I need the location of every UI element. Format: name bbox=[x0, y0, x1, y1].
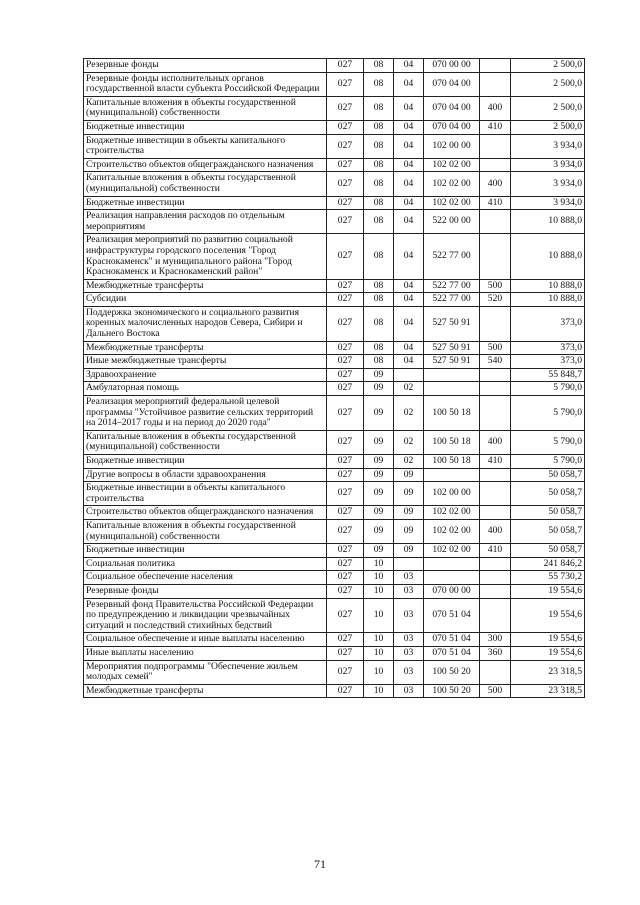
row-name-cell: Бюджетные инвестиции bbox=[84, 455, 327, 469]
row-ministry-code: 027 bbox=[327, 430, 364, 454]
row-ministry-code: 027 bbox=[327, 120, 364, 134]
row-target-article-code: 100 50 20 bbox=[424, 684, 480, 698]
row-amount: 3 934,0 bbox=[511, 196, 585, 210]
row-name-cell: Социальная политика bbox=[84, 557, 327, 571]
budget-table bbox=[83, 58, 585, 698]
row-ministry-code: 027 bbox=[327, 158, 364, 172]
row-expense-type-code bbox=[480, 660, 511, 684]
table-row bbox=[84, 598, 585, 633]
row-amount: 55 730,2 bbox=[511, 571, 585, 585]
table-row bbox=[84, 293, 585, 307]
row-ministry-code: 027 bbox=[327, 355, 364, 369]
row-ministry-code: 027 bbox=[327, 306, 364, 341]
row-subsection-code: 04 bbox=[394, 293, 424, 307]
row-expense-type-code bbox=[480, 468, 511, 482]
row-expense-type-code: 540 bbox=[480, 355, 511, 369]
row-expense-type-code: 410 bbox=[480, 455, 511, 469]
table-row bbox=[84, 468, 585, 482]
row-amount: 19 554,6 bbox=[511, 633, 585, 647]
row-name-cell: Строительство объектов общегражданского назначения bbox=[84, 506, 327, 520]
row-subsection-code: 04 bbox=[394, 355, 424, 369]
row-name-cell: Бюджетные инвестиции bbox=[84, 196, 327, 210]
row-section-code: 09 bbox=[364, 396, 394, 431]
row-ministry-code: 027 bbox=[327, 660, 364, 684]
row-subsection-code: 03 bbox=[394, 660, 424, 684]
table-row bbox=[84, 506, 585, 520]
table-row bbox=[84, 172, 585, 196]
row-target-article-code: 070 51 04 bbox=[424, 646, 480, 660]
row-amount: 19 554,6 bbox=[511, 584, 585, 598]
row-ministry-code: 027 bbox=[327, 598, 364, 633]
row-subsection-code: 03 bbox=[394, 584, 424, 598]
row-ministry-code: 027 bbox=[327, 633, 364, 647]
row-amount: 3 934,0 bbox=[511, 172, 585, 196]
budget-table-body bbox=[84, 59, 585, 698]
row-section-code: 08 bbox=[364, 59, 394, 73]
table-row bbox=[84, 72, 585, 96]
row-target-article-code: 070 00 00 bbox=[424, 59, 480, 73]
row-expense-type-code bbox=[480, 396, 511, 431]
row-target-article-code: 102 02 00 bbox=[424, 506, 480, 520]
row-section-code: 08 bbox=[364, 196, 394, 210]
row-amount: 10 888,0 bbox=[511, 279, 585, 293]
table-row bbox=[84, 158, 585, 172]
row-expense-type-code bbox=[480, 210, 511, 234]
row-section-code: 10 bbox=[364, 660, 394, 684]
row-expense-type-code bbox=[480, 571, 511, 585]
table-row bbox=[84, 646, 585, 660]
row-ministry-code: 027 bbox=[327, 341, 364, 355]
row-expense-type-code: 400 bbox=[480, 96, 511, 120]
row-subsection-code bbox=[394, 368, 424, 382]
table-row bbox=[84, 120, 585, 134]
row-expense-type-code: 500 bbox=[480, 684, 511, 698]
row-expense-type-code bbox=[480, 584, 511, 598]
row-name-cell: Амбулаторная помощь bbox=[84, 382, 327, 396]
table-row bbox=[84, 382, 585, 396]
table-row bbox=[84, 368, 585, 382]
row-section-code: 10 bbox=[364, 571, 394, 585]
row-ministry-code: 027 bbox=[327, 468, 364, 482]
row-ministry-code: 027 bbox=[327, 684, 364, 698]
row-expense-type-code: 400 bbox=[480, 430, 511, 454]
row-ministry-code: 027 bbox=[327, 571, 364, 585]
row-name-cell: Социальное обеспечение и иные выплаты населению bbox=[84, 633, 327, 647]
table-row bbox=[84, 482, 585, 506]
row-amount: 2 500,0 bbox=[511, 96, 585, 120]
row-subsection-code: 03 bbox=[394, 633, 424, 647]
row-amount: 10 888,0 bbox=[511, 234, 585, 279]
row-target-article-code: 527 50 91 bbox=[424, 341, 480, 355]
row-amount: 373,0 bbox=[511, 306, 585, 341]
row-target-article-code: 102 02 00 bbox=[424, 544, 480, 558]
row-expense-type-code bbox=[480, 72, 511, 96]
row-amount: 3 934,0 bbox=[511, 158, 585, 172]
row-target-article-code: 522 77 00 bbox=[424, 234, 480, 279]
row-target-article-code: 102 02 00 bbox=[424, 158, 480, 172]
row-expense-type-code: 410 bbox=[480, 120, 511, 134]
row-amount: 10 888,0 bbox=[511, 210, 585, 234]
row-ministry-code: 027 bbox=[327, 519, 364, 543]
row-expense-type-code: 400 bbox=[480, 519, 511, 543]
row-section-code: 08 bbox=[364, 210, 394, 234]
row-name-cell: Резервные фонды исполнительных органов государственной власти субъекта Российской Федерации bbox=[84, 72, 327, 96]
row-amount: 2 500,0 bbox=[511, 59, 585, 73]
row-amount: 373,0 bbox=[511, 355, 585, 369]
row-amount: 2 500,0 bbox=[511, 72, 585, 96]
row-amount: 50 058,7 bbox=[511, 482, 585, 506]
row-subsection-code: 02 bbox=[394, 382, 424, 396]
row-section-code: 08 bbox=[364, 120, 394, 134]
table-row bbox=[84, 355, 585, 369]
row-target-article-code: 100 50 18 bbox=[424, 396, 480, 431]
row-amount: 373,0 bbox=[511, 341, 585, 355]
row-amount: 50 058,7 bbox=[511, 468, 585, 482]
table-row bbox=[84, 341, 585, 355]
row-subsection-code: 04 bbox=[394, 210, 424, 234]
row-name-cell: Капитальные вложения в объекты государственной (муниципальной) собственности bbox=[84, 96, 327, 120]
table-row bbox=[84, 557, 585, 571]
table-row bbox=[84, 571, 585, 585]
row-subsection-code: 09 bbox=[394, 482, 424, 506]
row-target-article-code: 070 04 00 bbox=[424, 72, 480, 96]
row-section-code: 10 bbox=[364, 598, 394, 633]
row-ministry-code: 027 bbox=[327, 584, 364, 598]
row-target-article-code: 102 00 00 bbox=[424, 482, 480, 506]
row-target-article-code: 100 50 18 bbox=[424, 430, 480, 454]
row-name-cell: Бюджетные инвестиции в объекты капитального строительства bbox=[84, 134, 327, 158]
row-target-article-code bbox=[424, 382, 480, 396]
row-subsection-code: 04 bbox=[394, 341, 424, 355]
table-row bbox=[84, 234, 585, 279]
row-subsection-code: 03 bbox=[394, 571, 424, 585]
row-target-article-code: 527 50 91 bbox=[424, 355, 480, 369]
row-target-article-code: 102 00 00 bbox=[424, 134, 480, 158]
row-subsection-code: 03 bbox=[394, 646, 424, 660]
row-ministry-code: 027 bbox=[327, 396, 364, 431]
table-row bbox=[84, 210, 585, 234]
row-ministry-code: 027 bbox=[327, 557, 364, 571]
row-subsection-code: 04 bbox=[394, 72, 424, 96]
table-row bbox=[84, 684, 585, 698]
row-section-code: 08 bbox=[364, 96, 394, 120]
row-subsection-code: 03 bbox=[394, 684, 424, 698]
row-section-code: 09 bbox=[364, 455, 394, 469]
row-subsection-code: 04 bbox=[394, 134, 424, 158]
row-amount: 2 500,0 bbox=[511, 120, 585, 134]
row-name-cell: Поддержка экономического и социального развития коренных малочисленных народов Севера, Сибири и Дальнего Востока bbox=[84, 306, 327, 341]
row-amount: 5 790,0 bbox=[511, 382, 585, 396]
row-name-cell: Реализация мероприятий по развитию социальной инфраструктуры городского поселения "Город Краснокаменск" и муниципального района "Город Краснокаменск и Краснокаменский район" bbox=[84, 234, 327, 279]
row-subsection-code: 04 bbox=[394, 234, 424, 279]
row-amount: 50 058,7 bbox=[511, 506, 585, 520]
row-subsection-code: 04 bbox=[394, 196, 424, 210]
table-row bbox=[84, 396, 585, 431]
table-row bbox=[84, 660, 585, 684]
row-expense-type-code bbox=[480, 368, 511, 382]
row-ministry-code: 027 bbox=[327, 196, 364, 210]
row-subsection-code: 03 bbox=[394, 598, 424, 633]
row-name-cell: Другие вопросы в области здравоохранения bbox=[84, 468, 327, 482]
row-ministry-code: 027 bbox=[327, 293, 364, 307]
row-expense-type-code bbox=[480, 557, 511, 571]
row-section-code: 09 bbox=[364, 482, 394, 506]
row-expense-type-code: 500 bbox=[480, 341, 511, 355]
row-name-cell: Реализация мероприятий федеральной целевой программы "Устойчивое развитие сельских территорий на 2014–2017 годы и на период до 2020 года" bbox=[84, 396, 327, 431]
row-section-code: 08 bbox=[364, 355, 394, 369]
row-target-article-code: 102 02 00 bbox=[424, 172, 480, 196]
row-section-code: 09 bbox=[364, 544, 394, 558]
row-name-cell: Резервные фонды bbox=[84, 59, 327, 73]
row-section-code: 08 bbox=[364, 72, 394, 96]
row-expense-type-code bbox=[480, 134, 511, 158]
row-target-article-code: 522 77 00 bbox=[424, 279, 480, 293]
row-expense-type-code bbox=[480, 158, 511, 172]
row-name-cell: Здравоохранение bbox=[84, 368, 327, 382]
row-ministry-code: 027 bbox=[327, 544, 364, 558]
row-subsection-code: 04 bbox=[394, 306, 424, 341]
row-expense-type-code bbox=[480, 382, 511, 396]
row-name-cell: Капитальные вложения в объекты государственной (муниципальной) собственности bbox=[84, 172, 327, 196]
row-amount: 50 058,7 bbox=[511, 519, 585, 543]
row-expense-type-code: 520 bbox=[480, 293, 511, 307]
table-row bbox=[84, 306, 585, 341]
row-name-cell: Бюджетные инвестиции в объекты капитального строительства bbox=[84, 482, 327, 506]
page-number: 71 bbox=[314, 857, 326, 871]
row-target-article-code bbox=[424, 368, 480, 382]
row-expense-type-code bbox=[480, 598, 511, 633]
budget-table-container bbox=[83, 58, 584, 698]
row-section-code: 09 bbox=[364, 519, 394, 543]
row-name-cell: Бюджетные инвестиции bbox=[84, 544, 327, 558]
row-name-cell: Резервные фонды bbox=[84, 584, 327, 598]
row-target-article-code bbox=[424, 468, 480, 482]
row-section-code: 09 bbox=[364, 430, 394, 454]
row-amount: 5 790,0 bbox=[511, 430, 585, 454]
row-subsection-code: 04 bbox=[394, 279, 424, 293]
row-amount: 3 934,0 bbox=[511, 134, 585, 158]
row-expense-type-code: 410 bbox=[480, 196, 511, 210]
row-section-code: 09 bbox=[364, 382, 394, 396]
row-section-code: 08 bbox=[364, 234, 394, 279]
row-section-code: 09 bbox=[364, 468, 394, 482]
row-section-code: 08 bbox=[364, 341, 394, 355]
table-row bbox=[84, 584, 585, 598]
row-subsection-code: 04 bbox=[394, 158, 424, 172]
row-name-cell: Межбюджетные трансферты bbox=[84, 684, 327, 698]
row-subsection-code: 09 bbox=[394, 519, 424, 543]
row-name-cell: Реализация направления расходов по отдельным мероприятиям bbox=[84, 210, 327, 234]
row-name-cell: Капитальные вложения в объекты государственной (муниципальной) собственности bbox=[84, 519, 327, 543]
row-subsection-code: 02 bbox=[394, 430, 424, 454]
row-name-cell: Строительство объектов общегражданского назначения bbox=[84, 158, 327, 172]
table-row bbox=[84, 59, 585, 73]
table-row bbox=[84, 519, 585, 543]
row-section-code: 10 bbox=[364, 557, 394, 571]
table-row bbox=[84, 633, 585, 647]
row-section-code: 09 bbox=[364, 368, 394, 382]
row-target-article-code bbox=[424, 571, 480, 585]
row-expense-type-code: 400 bbox=[480, 172, 511, 196]
row-section-code: 08 bbox=[364, 306, 394, 341]
row-name-cell: Мероприятия подпрограммы "Обеспечение жильем молодых семей" bbox=[84, 660, 327, 684]
row-name-cell: Резервный фонд Правительства Российской Федерации по предупреждению и ликвидации чрезвычайных ситуаций и последствий стихийных бедствий bbox=[84, 598, 327, 633]
row-target-article-code: 070 00 00 bbox=[424, 584, 480, 598]
row-expense-type-code: 500 bbox=[480, 279, 511, 293]
row-target-article-code: 102 02 00 bbox=[424, 196, 480, 210]
row-target-article-code: 522 77 00 bbox=[424, 293, 480, 307]
row-subsection-code bbox=[394, 557, 424, 571]
row-target-article-code: 527 50 91 bbox=[424, 306, 480, 341]
row-target-article-code: 100 50 18 bbox=[424, 455, 480, 469]
row-section-code: 10 bbox=[364, 684, 394, 698]
row-ministry-code: 027 bbox=[327, 172, 364, 196]
row-section-code: 08 bbox=[364, 134, 394, 158]
row-expense-type-code: 410 bbox=[480, 544, 511, 558]
table-row bbox=[84, 96, 585, 120]
row-ministry-code: 027 bbox=[327, 59, 364, 73]
row-expense-type-code: 360 bbox=[480, 646, 511, 660]
row-expense-type-code bbox=[480, 234, 511, 279]
row-subsection-code: 02 bbox=[394, 396, 424, 431]
row-target-article-code: 070 04 00 bbox=[424, 96, 480, 120]
row-section-code: 10 bbox=[364, 584, 394, 598]
row-subsection-code: 04 bbox=[394, 172, 424, 196]
row-section-code: 09 bbox=[364, 506, 394, 520]
row-name-cell: Межбюджетные трансферты bbox=[84, 279, 327, 293]
row-amount: 5 790,0 bbox=[511, 396, 585, 431]
row-amount: 50 058,7 bbox=[511, 544, 585, 558]
row-name-cell: Бюджетные инвестиции bbox=[84, 120, 327, 134]
row-ministry-code: 027 bbox=[327, 482, 364, 506]
row-subsection-code: 02 bbox=[394, 455, 424, 469]
row-amount: 55 848,7 bbox=[511, 368, 585, 382]
row-ministry-code: 027 bbox=[327, 96, 364, 120]
table-row bbox=[84, 134, 585, 158]
row-target-article-code: 522 00 00 bbox=[424, 210, 480, 234]
row-amount: 23 318,5 bbox=[511, 660, 585, 684]
row-amount: 19 554,6 bbox=[511, 646, 585, 660]
row-expense-type-code bbox=[480, 306, 511, 341]
row-target-article-code: 102 02 00 bbox=[424, 519, 480, 543]
row-name-cell: Иные выплаты населению bbox=[84, 646, 327, 660]
row-ministry-code: 027 bbox=[327, 134, 364, 158]
row-target-article-code: 070 51 04 bbox=[424, 633, 480, 647]
row-section-code: 10 bbox=[364, 646, 394, 660]
row-ministry-code: 027 bbox=[327, 368, 364, 382]
row-amount: 10 888,0 bbox=[511, 293, 585, 307]
row-name-cell: Капитальные вложения в объекты государственной (муниципальной) собственности bbox=[84, 430, 327, 454]
row-expense-type-code bbox=[480, 59, 511, 73]
row-section-code: 08 bbox=[364, 293, 394, 307]
row-subsection-code: 04 bbox=[394, 59, 424, 73]
row-amount: 19 554,6 bbox=[511, 598, 585, 633]
row-name-cell: Социальное обеспечение населения bbox=[84, 571, 327, 585]
row-name-cell: Межбюджетные трансферты bbox=[84, 341, 327, 355]
row-ministry-code: 027 bbox=[327, 382, 364, 396]
table-row bbox=[84, 430, 585, 454]
row-subsection-code: 09 bbox=[394, 544, 424, 558]
table-row bbox=[84, 455, 585, 469]
table-row bbox=[84, 544, 585, 558]
row-amount: 241 846,2 bbox=[511, 557, 585, 571]
row-target-article-code: 100 50 20 bbox=[424, 660, 480, 684]
row-ministry-code: 027 bbox=[327, 455, 364, 469]
row-subsection-code: 04 bbox=[394, 120, 424, 134]
row-name-cell: Иные межбюджетные трансферты bbox=[84, 355, 327, 369]
row-section-code: 08 bbox=[364, 158, 394, 172]
row-ministry-code: 027 bbox=[327, 646, 364, 660]
row-amount: 5 790,0 bbox=[511, 455, 585, 469]
row-ministry-code: 027 bbox=[327, 234, 364, 279]
row-ministry-code: 027 bbox=[327, 72, 364, 96]
row-section-code: 08 bbox=[364, 172, 394, 196]
row-amount: 23 318,5 bbox=[511, 684, 585, 698]
row-name-cell: Субсидии bbox=[84, 293, 327, 307]
table-row bbox=[84, 196, 585, 210]
row-subsection-code: 09 bbox=[394, 506, 424, 520]
row-target-article-code: 070 51 04 bbox=[424, 598, 480, 633]
row-target-article-code: 070 04 00 bbox=[424, 120, 480, 134]
row-expense-type-code bbox=[480, 506, 511, 520]
row-ministry-code: 027 bbox=[327, 210, 364, 234]
row-subsection-code: 04 bbox=[394, 96, 424, 120]
row-section-code: 10 bbox=[364, 633, 394, 647]
row-section-code: 08 bbox=[364, 279, 394, 293]
row-subsection-code: 09 bbox=[394, 468, 424, 482]
row-expense-type-code bbox=[480, 482, 511, 506]
row-expense-type-code: 300 bbox=[480, 633, 511, 647]
row-ministry-code: 027 bbox=[327, 279, 364, 293]
row-target-article-code bbox=[424, 557, 480, 571]
table-row bbox=[84, 279, 585, 293]
row-ministry-code: 027 bbox=[327, 506, 364, 520]
